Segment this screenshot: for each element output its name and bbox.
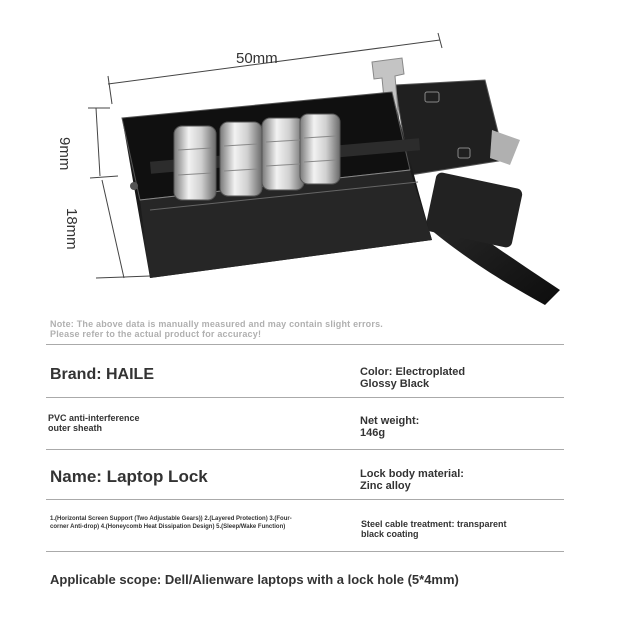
divider (46, 449, 564, 450)
sheath-label: PVC anti-interference outer sheath (48, 413, 140, 433)
body-material-label: Lock body material: Zinc alloy (360, 468, 464, 492)
dimension-width-label: 50mm (236, 50, 278, 67)
dimension-height-lower-label: 18mm (63, 208, 80, 250)
color-label: Color: Electroplated Glossy Black (360, 366, 466, 390)
net-weight-label: Net weight: 146g (360, 415, 420, 439)
product-illustration (0, 0, 630, 310)
brand-label: Brand: HAILE (50, 366, 154, 383)
features-label: 1.(Horizontal Screen Support (Two Adjustable Gears)) 2.(Layered Protection) 3.(Four-corner Anti-drop) 4.(Honeycomb Heat Dissipation Design) 5.(Sleep/Wake Function) (50, 516, 292, 530)
divider (46, 397, 564, 398)
divider (46, 344, 564, 345)
cable-treatment-label: Steel cable treatment: transparent black coating (361, 519, 507, 539)
divider (46, 551, 564, 552)
applicable-scope-label: Applicable scope: Dell/Alienware laptops with a lock hole (5*4mm) (50, 572, 459, 587)
laptop-lock-image (0, 0, 630, 310)
dimension-height-upper-label: 9mm (56, 137, 73, 171)
divider (46, 499, 564, 500)
measurement-note: Note: The above data is manually measured and may contain slight errors. Please refer to the actual product for accuracy! (50, 319, 383, 339)
product-name-label: Name: Laptop Lock (50, 467, 208, 486)
